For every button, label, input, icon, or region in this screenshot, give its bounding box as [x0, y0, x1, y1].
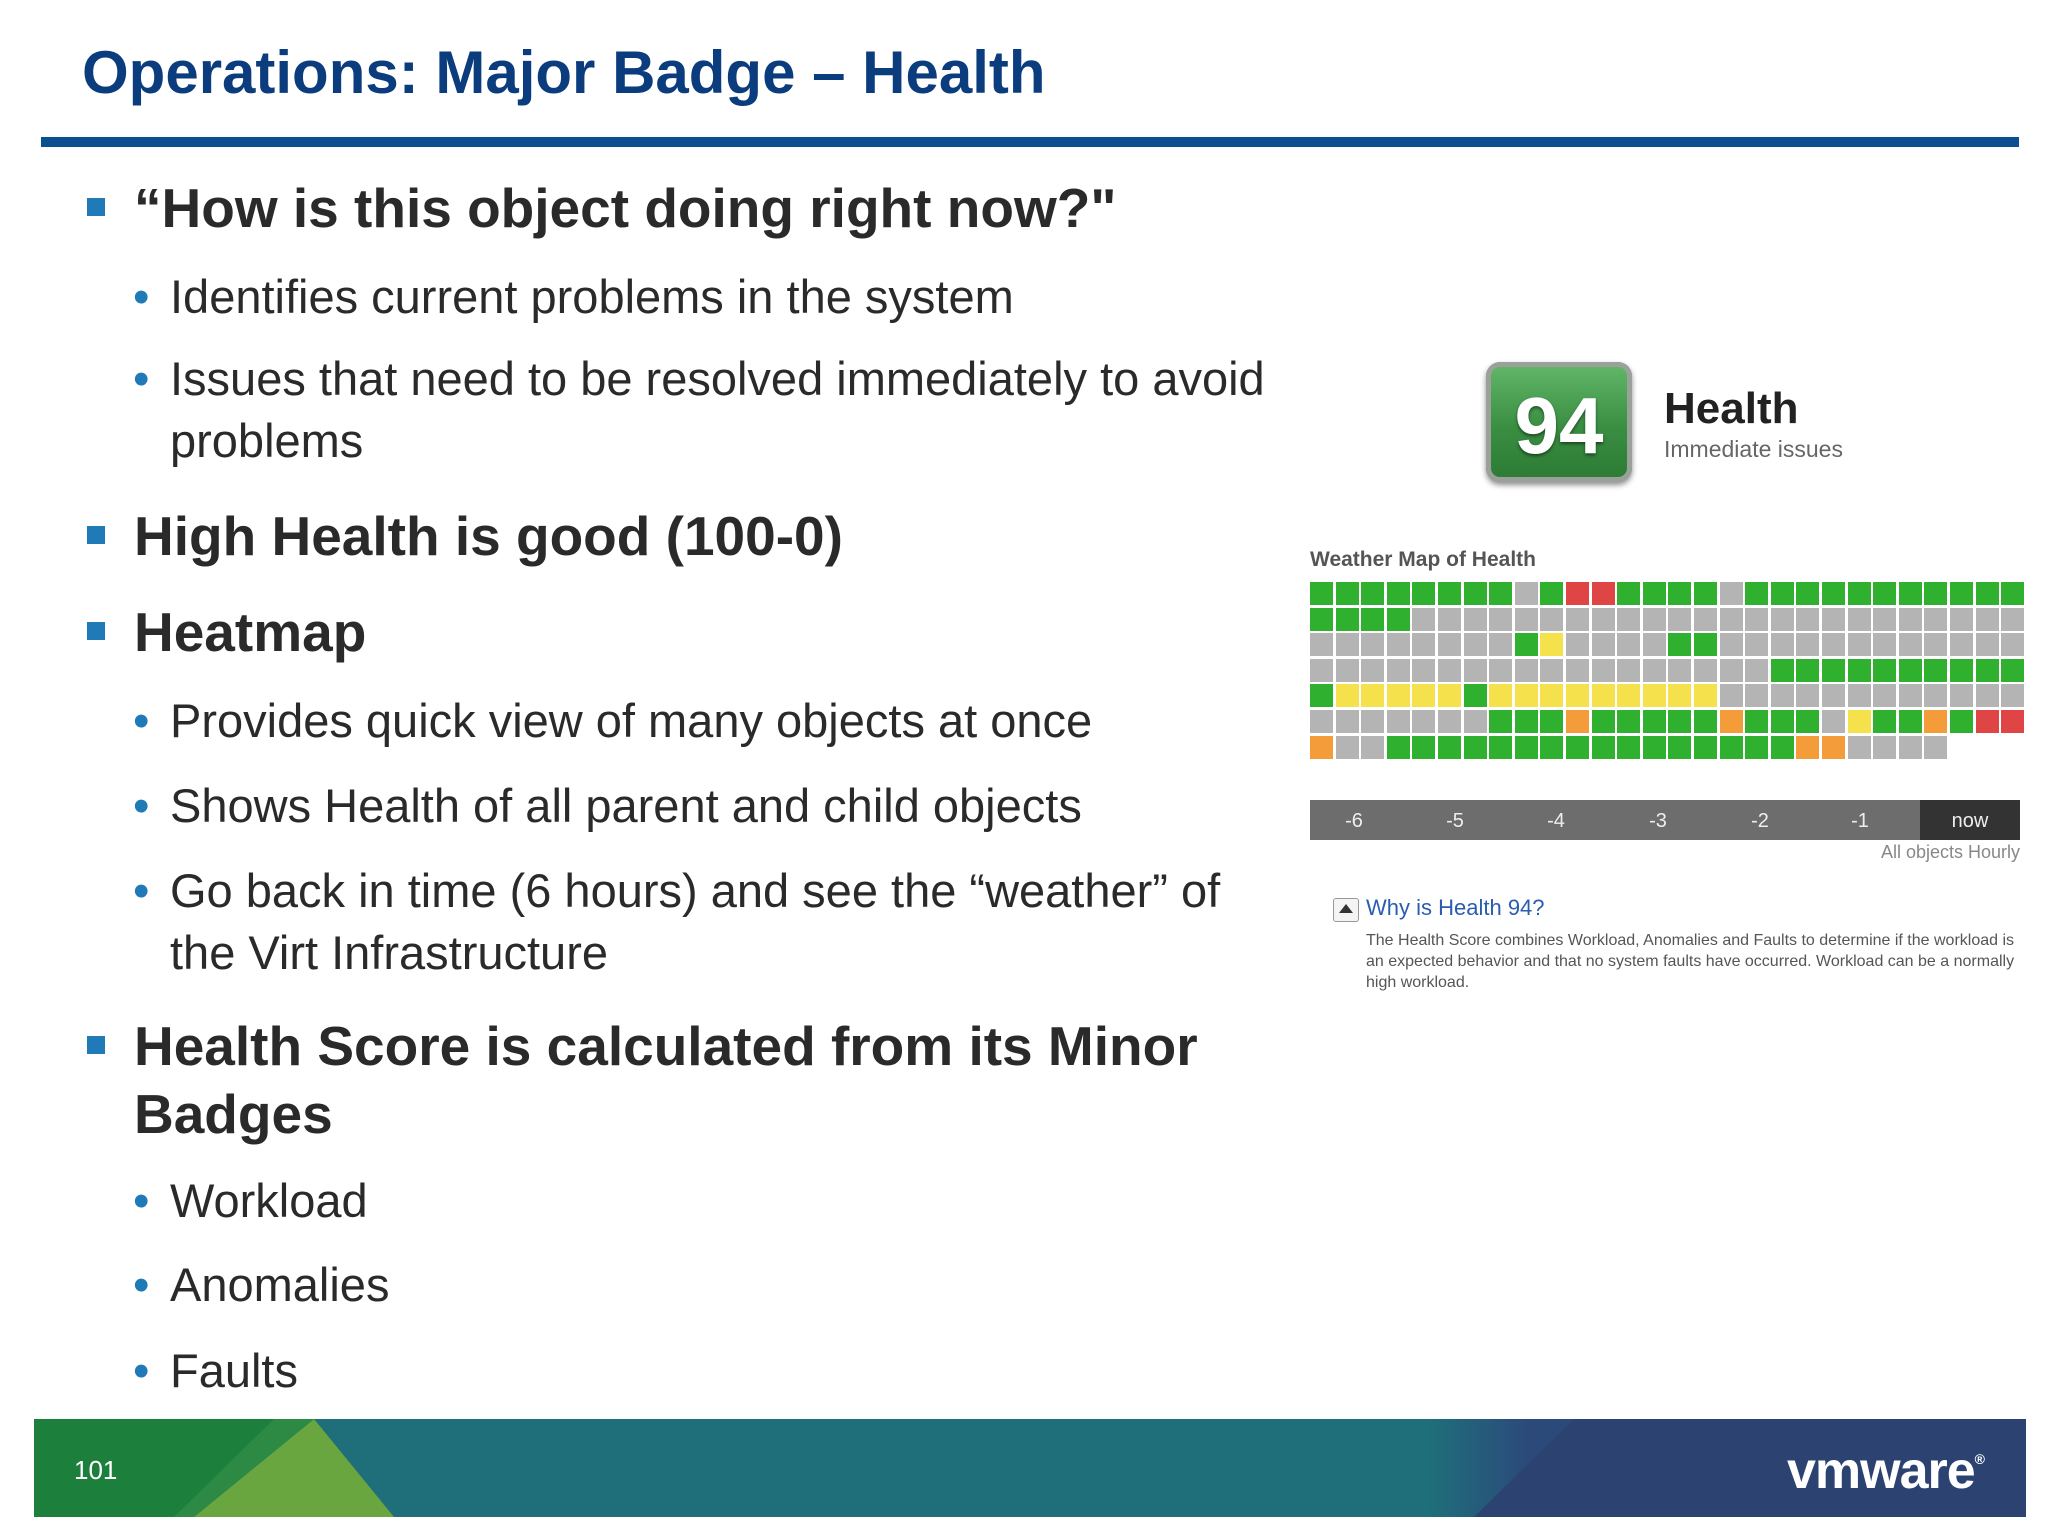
heatmap-cell[interactable]	[1617, 659, 1640, 682]
heatmap-cell[interactable]	[1361, 582, 1384, 605]
heatmap-cell[interactable]	[1566, 659, 1589, 682]
square-bullet-icon	[87, 526, 105, 544]
health-heatmap	[1310, 582, 2010, 758]
heatmap-cell[interactable]	[1950, 659, 1973, 682]
heatmap-cell[interactable]	[1771, 582, 1794, 605]
title-divider	[41, 137, 2019, 147]
heatmap-cell[interactable]	[1515, 710, 1538, 733]
heatmap-cell[interactable]	[1361, 710, 1384, 733]
bullet-item	[134, 502, 1294, 570]
heatmap-cell[interactable]	[1336, 684, 1359, 707]
heatmap-cell[interactable]	[1592, 608, 1615, 631]
heatmap-cell[interactable]	[1924, 736, 1947, 759]
heatmap-cell[interactable]	[1924, 710, 1947, 733]
dot-bullet-icon: •	[133, 270, 150, 323]
heatmap-cell[interactable]	[1592, 736, 1615, 759]
timeline-tick[interactable]: -3	[1649, 810, 1667, 832]
timeline-tick[interactable]: -4	[1547, 810, 1565, 832]
heatmap-cell[interactable]	[1976, 608, 1999, 631]
vmware-logo	[1787, 1441, 1984, 1501]
heatmap-cell[interactable]	[1694, 582, 1717, 605]
heatmap-cell[interactable]	[1310, 633, 1333, 656]
sub-bullet-item	[133, 690, 1290, 752]
heatmap-cell[interactable]	[1848, 633, 1871, 656]
heatmap-cell[interactable]	[1617, 608, 1640, 631]
heatmap-cell[interactable]	[1720, 608, 1743, 631]
heatmap-cell[interactable]	[1515, 736, 1538, 759]
heatmap-cell[interactable]	[1668, 684, 1691, 707]
heatmap-cell[interactable]	[1515, 582, 1538, 605]
heatmap-cell[interactable]	[1361, 659, 1384, 682]
heatmap-cell[interactable]	[1950, 608, 1973, 631]
heatmap-cell[interactable]	[1387, 608, 1410, 631]
heatmap-cell[interactable]	[1515, 684, 1538, 707]
heatmap-cell[interactable]	[1387, 684, 1410, 707]
slide-footer	[34, 1419, 2026, 1517]
bullet-text: Issues that need to be resolved immediately to avoid problems	[170, 352, 1265, 467]
heatmap-cell[interactable]	[1873, 710, 1896, 733]
heatmap-cell[interactable]	[1950, 582, 1973, 605]
heatmap-cell[interactable]	[1796, 633, 1819, 656]
sub-bullet-item	[133, 860, 1290, 984]
collapse-toggle-icon[interactable]	[1333, 898, 1359, 922]
heatmap-cell[interactable]	[1464, 710, 1487, 733]
heatmap-cell[interactable]	[1720, 684, 1743, 707]
heatmap-cell[interactable]	[1438, 608, 1461, 631]
heatmap-cell[interactable]	[1438, 736, 1461, 759]
heatmap-cell[interactable]	[1464, 582, 1487, 605]
heatmap-cell[interactable]	[1848, 659, 1871, 682]
sub-bullet-item	[133, 775, 1290, 837]
heatmap-cell[interactable]	[1310, 710, 1333, 733]
heatmap-cell[interactable]	[1745, 582, 1768, 605]
heatmap-cell[interactable]	[1924, 608, 1947, 631]
heatmap-cell[interactable]	[1720, 582, 1743, 605]
heatmap-cell[interactable]	[1412, 582, 1435, 605]
heatmap-cell[interactable]	[1668, 659, 1691, 682]
bullet-text: Shows Health of all parent and child objects	[170, 779, 1082, 832]
heatmap-cell[interactable]	[1566, 736, 1589, 759]
heatmap-cell[interactable]	[1873, 582, 1896, 605]
heatmap-cell[interactable]	[1976, 582, 1999, 605]
heatmap-cell[interactable]	[1617, 633, 1640, 656]
heatmap-cell[interactable]	[1899, 659, 1922, 682]
heatmap-cell[interactable]	[2001, 633, 2024, 656]
heatmap-cell[interactable]	[1771, 736, 1794, 759]
heatmap-cell[interactable]	[1976, 659, 1999, 682]
heatmap-cell[interactable]	[1899, 608, 1922, 631]
heatmap-cell[interactable]	[1720, 633, 1743, 656]
heatmap-cell[interactable]	[1745, 633, 1768, 656]
heatmap-cell[interactable]	[1822, 582, 1845, 605]
heatmap-cell[interactable]	[1694, 633, 1717, 656]
heatmap-cell[interactable]	[1976, 633, 1999, 656]
heatmap-cell[interactable]	[1489, 736, 1512, 759]
timeline-tick[interactable]: -5	[1446, 810, 1464, 832]
heatmap-cell[interactable]	[1771, 684, 1794, 707]
heatmap-cell[interactable]	[1924, 659, 1947, 682]
sub-bullet-item	[133, 1340, 1290, 1402]
heatmap-cell[interactable]	[1566, 608, 1589, 631]
heatmap-cell[interactable]	[1336, 736, 1359, 759]
heatmap-cell[interactable]	[1310, 582, 1333, 605]
heatmap-cell[interactable]	[1438, 710, 1461, 733]
heatmap-cell[interactable]	[1489, 582, 1512, 605]
dot-bullet-icon: •	[133, 694, 150, 747]
heatmap-cell[interactable]	[1796, 659, 1819, 682]
heatmap-cell[interactable]	[2001, 710, 2024, 733]
sub-bullet-item	[133, 1170, 1290, 1232]
heatmap-cell[interactable]	[1643, 736, 1666, 759]
sub-bullet-item	[133, 266, 1290, 328]
heatmap-cell[interactable]	[1924, 684, 1947, 707]
heatmap-cell[interactable]	[1592, 710, 1615, 733]
heatmap-cell[interactable]	[1822, 684, 1845, 707]
timeline-tick[interactable]: -1	[1851, 810, 1869, 832]
heatmap-cell[interactable]	[1745, 736, 1768, 759]
sub-bullet-item	[133, 348, 1270, 472]
heatmap-cell[interactable]	[1924, 633, 1947, 656]
heatmap-cell[interactable]	[1387, 736, 1410, 759]
heatmap-cell[interactable]	[1412, 710, 1435, 733]
bullet-text: Heatmap	[134, 601, 367, 663]
heatmap-cell[interactable]	[1720, 710, 1743, 733]
heatmap-cell[interactable]	[1515, 633, 1538, 656]
heatmap-cell[interactable]	[1694, 710, 1717, 733]
heatmap-cell[interactable]	[1899, 736, 1922, 759]
heatmap-cell[interactable]	[2001, 608, 2024, 631]
heatmap-cell[interactable]	[1617, 710, 1640, 733]
heatmap-cell[interactable]	[1822, 659, 1845, 682]
heatmap-cell[interactable]	[1540, 736, 1563, 759]
footer-decoration	[34, 1419, 2026, 1517]
heatmap-cell[interactable]	[1976, 684, 1999, 707]
heatmap-cell[interactable]	[1592, 633, 1615, 656]
heatmap-cell[interactable]	[1643, 710, 1666, 733]
dot-bullet-icon: •	[133, 864, 150, 917]
heatmap-cell[interactable]	[1643, 608, 1666, 631]
bullet-text: Identifies current problems in the system	[170, 270, 1014, 323]
timeline-slider[interactable]	[1310, 800, 2020, 840]
page-number: 101	[74, 1455, 118, 1485]
heatmap-cell[interactable]	[1438, 582, 1461, 605]
bullet-item	[134, 1012, 1284, 1148]
heatmap-cell[interactable]	[1515, 608, 1538, 631]
bullet-item	[134, 598, 1294, 666]
weather-map-label: Weather Map of Health	[1310, 548, 1536, 571]
heatmap-cell[interactable]	[1796, 710, 1819, 733]
heatmap-cell[interactable]	[1310, 684, 1333, 707]
heatmap-cell[interactable]	[1745, 710, 1768, 733]
square-bullet-icon	[87, 198, 105, 216]
heatmap-cell[interactable]	[1489, 710, 1512, 733]
heatmap-cell[interactable]	[2001, 659, 2024, 682]
heatmap-cell[interactable]	[1310, 659, 1333, 682]
heatmap-cell[interactable]	[1566, 710, 1589, 733]
heatmap-cell[interactable]	[1822, 608, 1845, 631]
heatmap-cell[interactable]	[1387, 633, 1410, 656]
heatmap-cell[interactable]	[1771, 659, 1794, 682]
heatmap-cell[interactable]	[1668, 582, 1691, 605]
bullet-text: Workload	[170, 1174, 368, 1227]
bullet-text: “How is this object doing right now?"	[134, 177, 1117, 239]
heatmap-cell[interactable]	[1540, 633, 1563, 656]
heatmap-cell[interactable]	[1745, 659, 1768, 682]
logo-registered-mark: ®	[1974, 1451, 1984, 1467]
heatmap-cell[interactable]	[1540, 684, 1563, 707]
heatmap-cell[interactable]	[1412, 608, 1435, 631]
heatmap-cell[interactable]	[1771, 633, 1794, 656]
heatmap-cell[interactable]	[1848, 608, 1871, 631]
heatmap-cell[interactable]	[1566, 633, 1589, 656]
heatmap-cell[interactable]	[1848, 736, 1871, 759]
heatmap-cell[interactable]	[1336, 608, 1359, 631]
heatmap-cell[interactable]	[1873, 633, 1896, 656]
health-score: 94	[1514, 381, 1604, 470]
heatmap-cell[interactable]	[1796, 736, 1819, 759]
heatmap-cell[interactable]	[1566, 582, 1589, 605]
heatmap-cell[interactable]	[1361, 736, 1384, 759]
heatmap-cell[interactable]	[1592, 684, 1615, 707]
dot-bullet-icon: •	[133, 1258, 150, 1311]
bullet-text: Faults	[170, 1344, 298, 1397]
heatmap-cell[interactable]	[1489, 659, 1512, 682]
bullet-text: Health Score is calculated from its Minor Badges	[134, 1015, 1198, 1145]
heatmap-cell[interactable]	[1848, 710, 1871, 733]
heatmap-cell[interactable]	[1848, 684, 1871, 707]
why-health-link[interactable]: Why is Health 94?	[1366, 895, 1545, 920]
heatmap-cell[interactable]	[1643, 659, 1666, 682]
badge-title: Health	[1664, 384, 1799, 433]
heatmap-cell[interactable]	[1745, 608, 1768, 631]
heatmap-cell[interactable]	[1387, 659, 1410, 682]
heatmap-cell[interactable]	[1694, 684, 1717, 707]
timeline-tick[interactable]: -6	[1345, 810, 1363, 832]
heatmap-cell[interactable]	[1387, 582, 1410, 605]
heatmap-cell[interactable]	[1617, 582, 1640, 605]
heatmap-cell[interactable]	[1387, 710, 1410, 733]
heatmap-cell[interactable]	[1464, 659, 1487, 682]
heatmap-cell[interactable]	[1643, 582, 1666, 605]
dot-bullet-icon: •	[133, 1344, 150, 1397]
heatmap-cell[interactable]	[1899, 633, 1922, 656]
heatmap-cell[interactable]	[2001, 684, 2024, 707]
heatmap-cell[interactable]	[1924, 582, 1947, 605]
heatmap-cell[interactable]	[1668, 710, 1691, 733]
heatmap-cell[interactable]	[1361, 633, 1384, 656]
heatmap-cell[interactable]	[1694, 608, 1717, 631]
heatmap-cell[interactable]	[1592, 582, 1615, 605]
heatmap-cell[interactable]	[1720, 659, 1743, 682]
heatmap-cell[interactable]	[1822, 633, 1845, 656]
heatmap-cell[interactable]	[1438, 659, 1461, 682]
heatmap-cell[interactable]	[1464, 736, 1487, 759]
heatmap-cell[interactable]	[1848, 582, 1871, 605]
heatmap-cell[interactable]	[1899, 582, 1922, 605]
heatmap-cell[interactable]	[1950, 710, 1973, 733]
heatmap-cell[interactable]	[1361, 684, 1384, 707]
heatmap-cell[interactable]	[1668, 608, 1691, 631]
heatmap-cell[interactable]	[1617, 684, 1640, 707]
bullet-text: Go back in time (6 hours) and see the “weather” of the Virt Infrastructure	[170, 864, 1221, 979]
heatmap-cell[interactable]	[1515, 659, 1538, 682]
heatmap-cell[interactable]	[1464, 608, 1487, 631]
heatmap-cell[interactable]	[1489, 633, 1512, 656]
heatmap-cell[interactable]	[1694, 736, 1717, 759]
heatmap-cell[interactable]	[1694, 659, 1717, 682]
bullet-item	[134, 174, 1294, 242]
bullet-text: Provides quick view of many objects at once	[170, 694, 1093, 747]
bullet-text: Anomalies	[170, 1258, 390, 1311]
heatmap-cell[interactable]	[1310, 736, 1333, 759]
heatmap-cell[interactable]	[1336, 582, 1359, 605]
heatmap-cell[interactable]	[1566, 684, 1589, 707]
heatmap-cell[interactable]	[1336, 633, 1359, 656]
heatmap-cell[interactable]	[1361, 608, 1384, 631]
heatmap-cell[interactable]	[1540, 582, 1563, 605]
square-bullet-icon	[87, 622, 105, 640]
timeline-tick[interactable]: -2	[1751, 810, 1769, 832]
heatmap-cell[interactable]	[1720, 736, 1743, 759]
heatmap-cell[interactable]	[1899, 684, 1922, 707]
heatmap-cell[interactable]	[1412, 736, 1435, 759]
heatmap-cell[interactable]	[1489, 684, 1512, 707]
heatmap-cell[interactable]	[1310, 608, 1333, 631]
heatmap-cell[interactable]	[1412, 659, 1435, 682]
heatmap-cell[interactable]	[1489, 608, 1512, 631]
heatmap-cell[interactable]	[1796, 582, 1819, 605]
dot-bullet-icon: •	[133, 1174, 150, 1227]
heatmap-cell[interactable]	[1771, 710, 1794, 733]
heatmap-cell[interactable]	[1540, 710, 1563, 733]
square-bullet-icon	[87, 1036, 105, 1054]
heatmap-cell[interactable]	[1950, 684, 1973, 707]
heatmap-cell[interactable]	[1617, 736, 1640, 759]
dot-bullet-icon: •	[133, 352, 150, 405]
heatmap-cell[interactable]	[1643, 633, 1666, 656]
heatmap-cell[interactable]	[1873, 659, 1896, 682]
heatmap-cell[interactable]	[1771, 608, 1794, 631]
heatmap-cell[interactable]	[1976, 710, 1999, 733]
heatmap-cell[interactable]	[1412, 684, 1435, 707]
health-badge[interactable]	[1486, 362, 1632, 482]
heatmap-cell[interactable]	[1899, 710, 1922, 733]
heatmap-cell[interactable]	[1438, 684, 1461, 707]
heatmap-cell[interactable]	[1796, 608, 1819, 631]
heatmap-cell[interactable]	[1540, 659, 1563, 682]
heatmap-cell[interactable]	[1822, 710, 1845, 733]
heatmap-cell[interactable]	[1336, 710, 1359, 733]
heatmap-cell[interactable]	[1412, 633, 1435, 656]
timeline-caption: All objects Hourly	[1880, 842, 2020, 862]
heatmap-cell[interactable]	[1796, 684, 1819, 707]
timeline-tick-now[interactable]: now	[1920, 800, 2020, 840]
sub-bullet-item	[133, 1254, 1290, 1316]
heatmap-cell[interactable]	[1643, 684, 1666, 707]
heatmap-cell[interactable]	[1873, 736, 1896, 759]
badge-subtitle: Immediate issues	[1664, 436, 1843, 462]
heatmap-cell[interactable]	[1464, 684, 1487, 707]
heatmap-cell[interactable]	[1668, 633, 1691, 656]
heatmap-cell[interactable]	[1950, 633, 1973, 656]
logo-text: vmware	[1786, 1442, 1975, 1500]
heatmap-cell[interactable]	[1745, 684, 1768, 707]
heatmap-cell[interactable]	[1464, 633, 1487, 656]
heatmap-cell[interactable]	[1822, 736, 1845, 759]
bullet-text: High Health is good (100-0)	[134, 505, 843, 567]
slide-title: Operations: Major Badge – Health	[82, 39, 1046, 106]
heatmap-cell[interactable]	[1873, 684, 1896, 707]
heatmap-cell[interactable]	[1668, 736, 1691, 759]
heatmap-cell[interactable]	[1438, 633, 1461, 656]
heatmap-cell[interactable]	[1336, 659, 1359, 682]
dot-bullet-icon: •	[133, 779, 150, 832]
heatmap-cell[interactable]	[1592, 659, 1615, 682]
why-health-description: The Health Score combines Workload, Anomalies and Faults to determine if the workload is an expected behavior and that no system faults have occurred. Workload can be a normally high workload.	[1366, 932, 2015, 991]
heatmap-cell[interactable]	[1873, 608, 1896, 631]
heatmap-cell[interactable]	[1540, 608, 1563, 631]
heatmap-cell[interactable]	[2001, 582, 2024, 605]
